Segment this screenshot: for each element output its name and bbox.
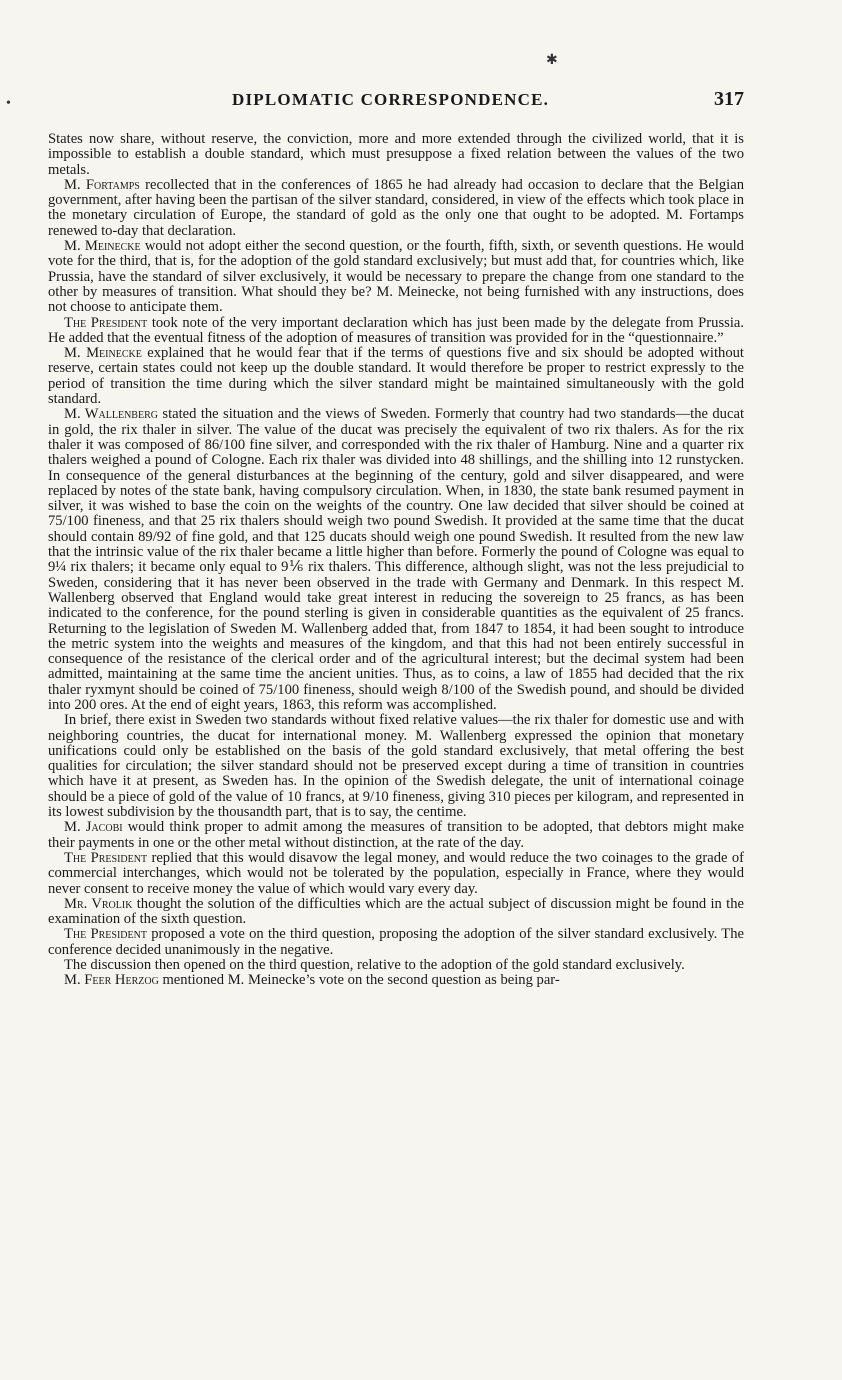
paragraph-text: stated the situation and the views of Sweden. Formerly that country had two standards—the ducat in gold, the rix thaler in silver. The value of the ducat was precisely the equivalent of two rix thalers. As for the rix thaler it was composed of 86/100 fine silver, and corresponded with the rix thaler of Hamburg. Nine and a quarter rix thalers weighed a pound of Cologne. Each rix thaler was divided into 48 shillings, and the shilling into 12 runstycken. In consequence of the general disturbances at the beginning of the century, gold and silver disappeared, and were replaced by notes of the state bank, having compulsory circulation. When, in 1830, the state bank resumed payment in silver, it was wished to base the coin on the weights of the country. One law decided that silver should be coined at 75/100 fineness, and that 25 rix thalers should weigh two pound Swedish. It provided at the same time that the ducat should contain 89/92 of fine gold, and that 125 ducats should weigh one pound Swedish. It resulted from the new law that the intrinsic value of the rix thaler became a little higher than before. Formerly the pound of Cologne was equal to 9¼ rix thalers; it became only equal to 9⅙ rix thalers. This difference, although slight, was not the less prejudicial to Sweden, considering that it has never been observed in the trade with Germany and Denmark. In this respect M. Wallenberg observed that England would take great interest in reducing the sovereign to 25 francs, as has been indicated to the conference, for the pound sterling is given in considerable quantities as the equivalent of 25 francs. Returning to the legislation of Sweden M. Wallenberg added that, from 1847 to 1854, it had been sought to introduce the metric system into the weights and measures of the kingdom, and that this had not been entirely successful in consequence of the resistance of the clerical order and of the agricultural interest; but the decimal system had been admitted, maintaining at the same time the ancient unities. Thus, as to coins, a law of 1855 had decided that the rix thaler ryxmynt should be coined of 75/100 fineness, should weigh 8/100 of the Swedish pound, and should be divided into 200 ores. At the end of eight years, 1863, this reform was accomplished. xyxy=(48,406,744,713)
paragraph-text: mentioned M. Meinecke’s vote on the second question as being par- xyxy=(158,972,560,989)
margin-dot: • xyxy=(6,96,11,111)
speaker-name: The President xyxy=(64,926,147,943)
paragraph-text: explained that he would fear that if the terms of questions five and six should be adopted without reserve, certain states could not keep up the double standard. It would therefore be proper to restrict expressly to the period of transition the time during which the silver standard might be maintained simultaneously with the gold standard. xyxy=(48,345,744,408)
body-text xyxy=(48,132,744,989)
paragraph-text: would think proper to admit among the measures of transition to be adopted, that debtors might make their payments in one or the other metal without distinction, at the rate of the day. xyxy=(48,819,744,851)
paragraph xyxy=(48,897,744,928)
speaker-name: M. Fortamps xyxy=(64,176,140,193)
page-number: 317 xyxy=(714,88,744,110)
paragraph xyxy=(48,851,744,897)
page xyxy=(48,60,745,989)
speaker-name: M. Jacobi xyxy=(64,819,123,836)
paragraph-text: In brief, there exist in Sweden two standards without fixed relative values—the rix thaler for domestic use and with neighboring countries, the ducat for international money. M. Wallenberg expressed the opinion that monetary unifications could only be established on the basis of the gold standard exclusively, that metal offering the best qualities for circulation; the silver standard should not be preserved except during a time of transition in countries which have it at present, as Sweden has. In the opinion of the Swedish delegate, the unit of international coinage should be a piece of gold of the value of 10 francs, at 9/10 fineness, giving 310 pieces per kilogram, and represented in its lowest subdivision by the thousandth part, that is to say, the centime. xyxy=(48,712,744,821)
speaker-name: The President xyxy=(64,849,148,866)
paragraph xyxy=(48,178,744,239)
paragraph xyxy=(48,346,744,407)
top-mark: ✱ xyxy=(546,53,558,68)
paragraph-text: The discussion then opened on the third question, relative to the adoption of the gold standard exclusively. xyxy=(64,957,685,974)
paragraph xyxy=(48,713,744,820)
speaker-name: Mr. Vrolik xyxy=(64,895,133,912)
paragraph-text: took note of the very important declaration which has just been made by the delegate from Prussia. He added that the eventual fitness of the adoption of measures of transition was provided for in the “questionnaire.” xyxy=(48,314,744,346)
paragraph xyxy=(48,973,744,988)
paragraph xyxy=(48,407,744,713)
running-header xyxy=(48,60,744,110)
paragraph xyxy=(48,239,744,315)
paragraph xyxy=(48,958,744,973)
paragraph-text: replied that this would disavow the legal money, and would reduce the two coinages to the grade of commercial interchanges, which would not be tolerated by the population, especially in France, where they would never consent to receive money the value of which would vary every day. xyxy=(48,849,745,897)
paragraph xyxy=(48,132,744,178)
paragraph-text: recollected that in the conferences of 1865 he had already had occasion to declare that the Belgian government, after having been the partisan of the silver standard, considered, in view of the effects which took place in the monetary circulation of Europe, the standard of gold as the only one that ought to be adopted. M. Fortamps renewed to-day that declaration. xyxy=(48,176,744,239)
speaker-name: M. Wallenberg xyxy=(64,406,158,423)
speaker-name: M. Meinecke xyxy=(64,238,141,255)
speaker-name: M. Meinecke xyxy=(64,345,142,362)
paragraph-text: thought the solution of the difficulties which are the actual subject of discussion might be found in the examination of the sixth question. xyxy=(48,895,744,928)
paragraph-text: proposed a vote on the third question, proposing the adoption of the silver standard exclusively. The conference decided unanimously in the negative. xyxy=(48,926,744,958)
header-title: DIPLOMATIC CORRESPONDENCE. xyxy=(232,90,550,109)
paragraph xyxy=(48,820,744,851)
paragraph xyxy=(48,316,744,347)
paragraph-text: would not adopt either the second question, or the fourth, fifth, sixth, or seventh questions. He would vote for the third, that is, for the adoption of the gold standard exclusively; but must add that, for countries which, like Prussia, have the standard of silver exclusively, it would be necessary to prepare the change from one standard to the other by measures of transition. What should they be? M. Meinecke, not being furnished with any instructions, does not choose to anticipate them. xyxy=(48,238,744,316)
speaker-name: The President xyxy=(64,314,148,331)
paragraph-text: States now share, without reserve, the conviction, more and more extended through the civilized world, that it is impossible to establish a double standard, which must presuppose a fixed relation between the values of the two metals. xyxy=(48,131,744,178)
speaker-name: M. Feer Herzog xyxy=(64,972,159,989)
paragraph xyxy=(48,927,744,958)
